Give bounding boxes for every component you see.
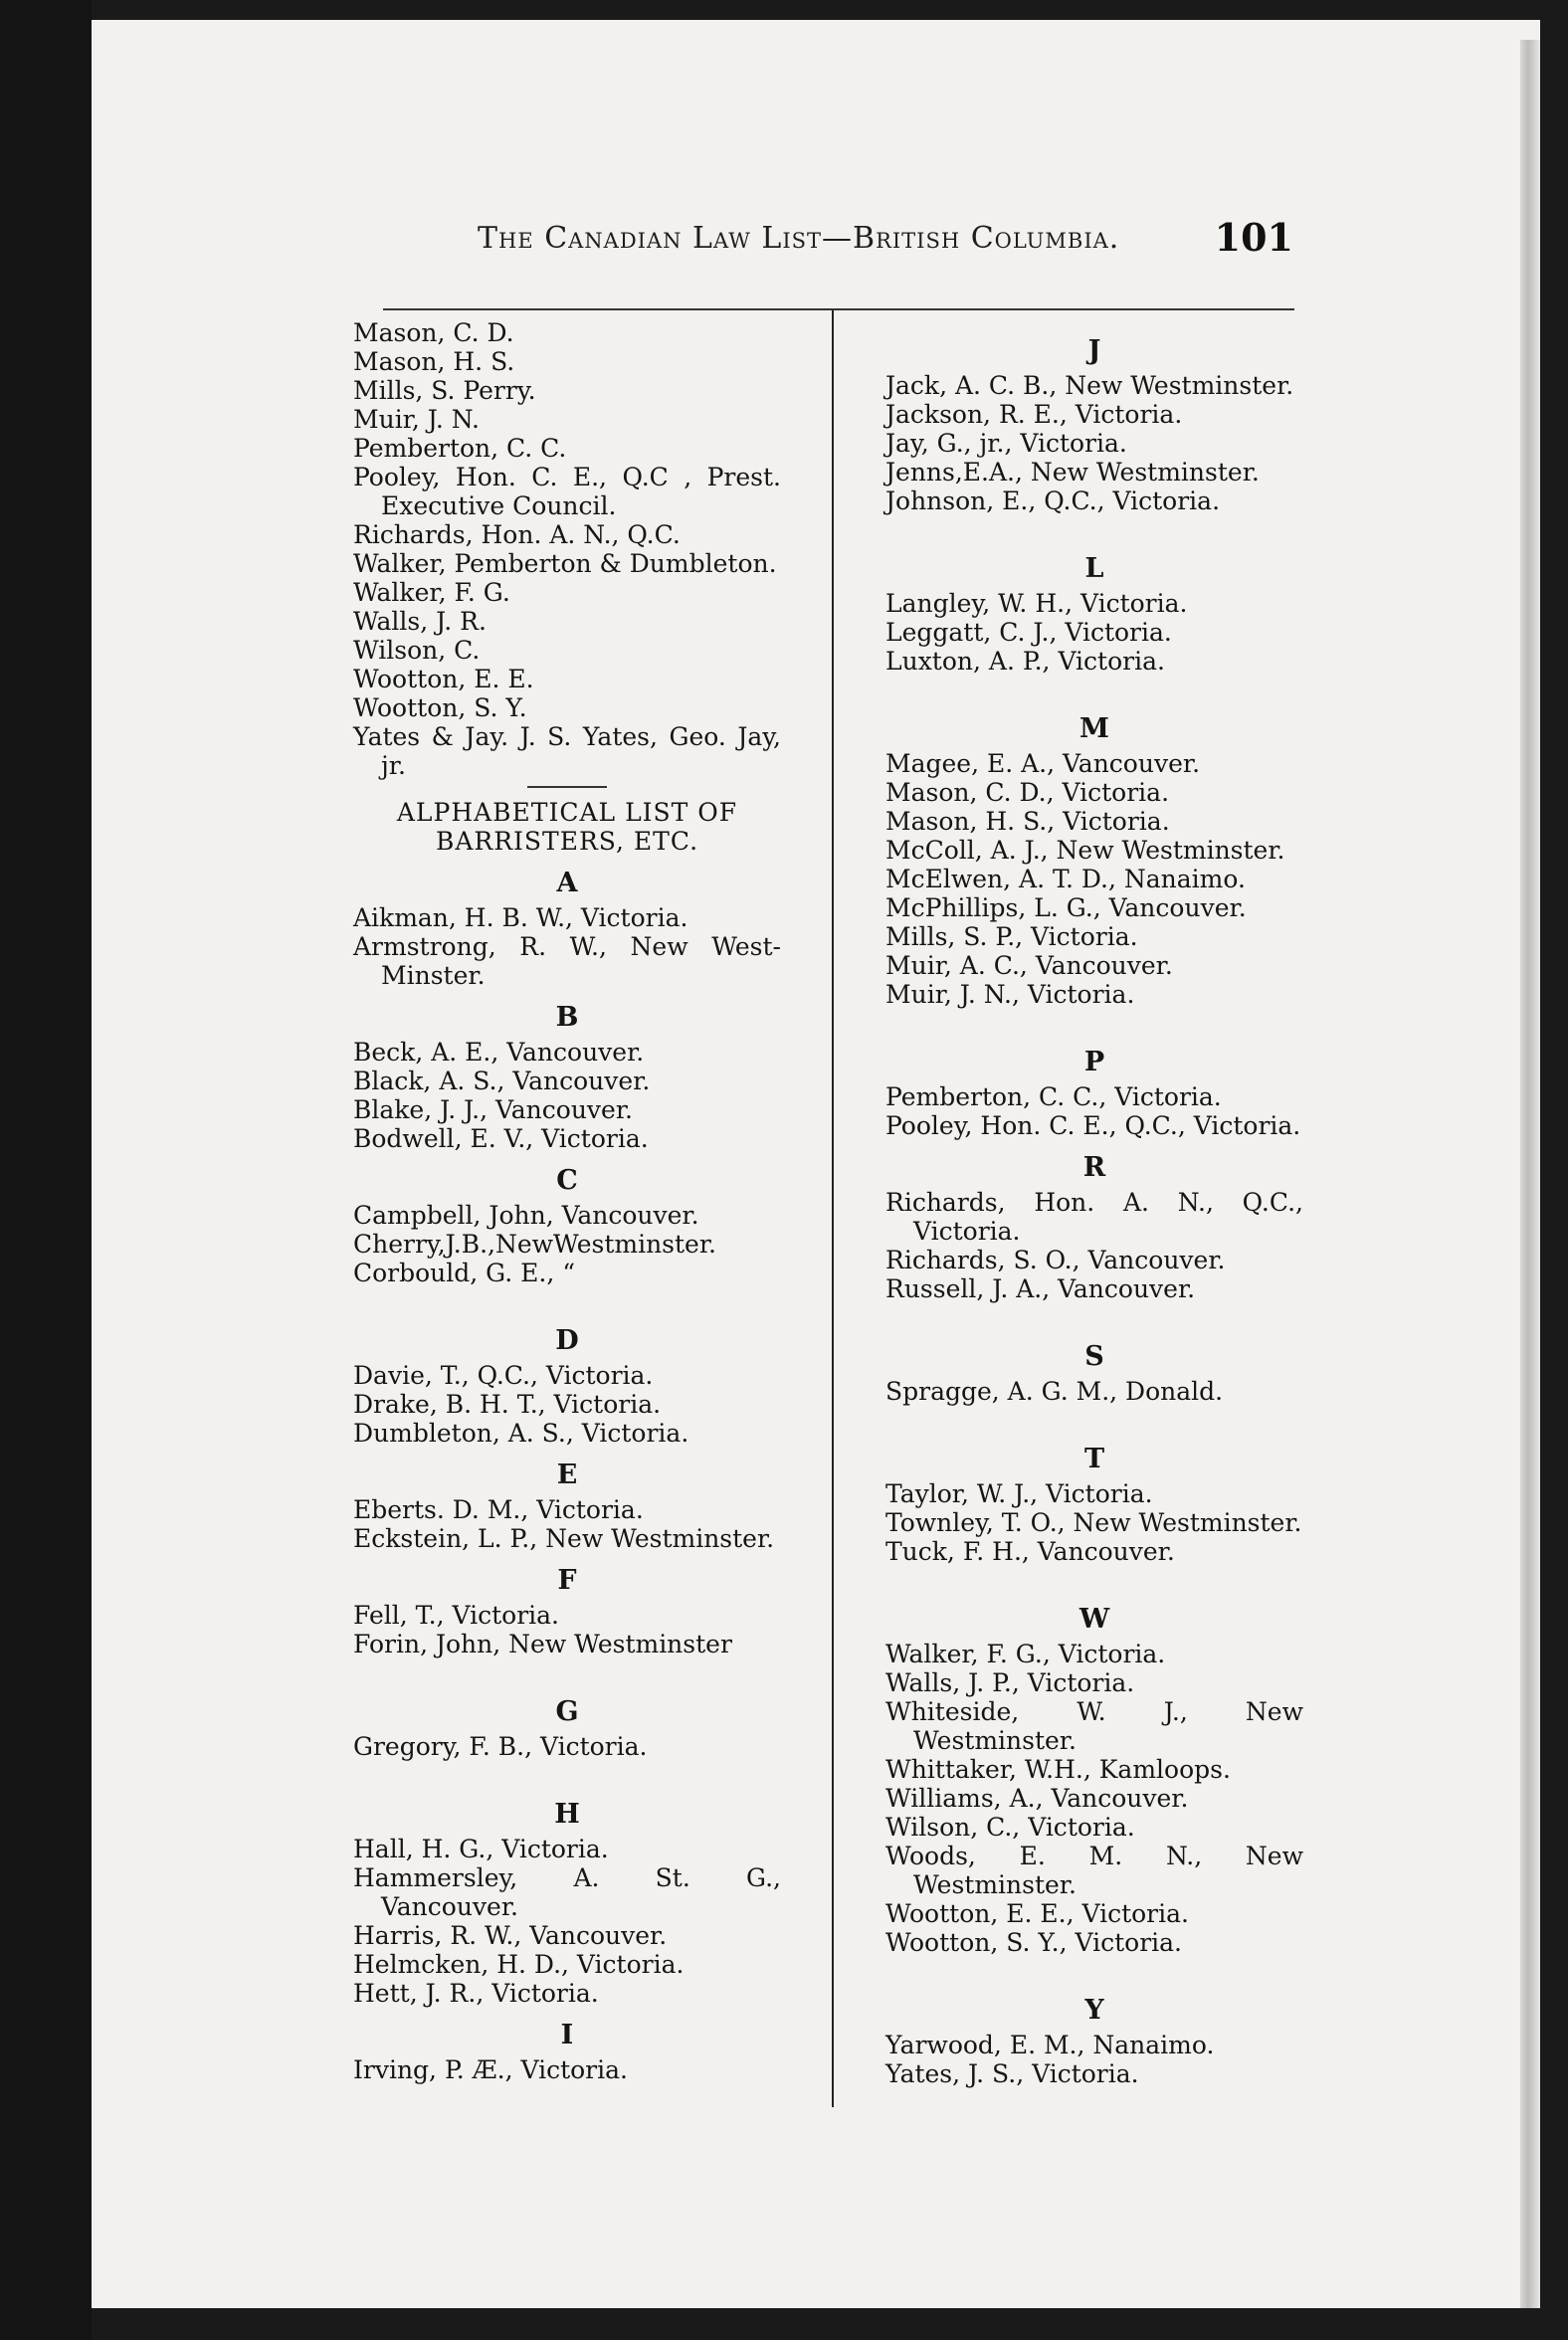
barrister-entry: Muir, A. C., Vancouver. — [885, 951, 1173, 980]
barrister-entry: Jack, A. C. B., New Westminster. — [885, 371, 1294, 400]
barrister-entry: Aikman, H. B. W., Victoria. — [353, 903, 688, 932]
barrister-entry: Harris, R. W., Vancouver. — [353, 1921, 668, 1950]
firm-entry: Walker, F. G. — [353, 578, 510, 607]
list-title-line: BARRISTERS, ETC. — [435, 827, 699, 856]
section-gap — [885, 515, 1303, 541]
firm-entry: Walls, J. R. — [353, 607, 487, 636]
section-gap — [353, 1761, 781, 1787]
firm-entry: Wootton, S. Y. — [353, 693, 527, 722]
barrister-entry: Luxton, A. P., Victoria. — [885, 647, 1165, 676]
barrister-entry: Langley, W. H., Victoria. — [885, 589, 1188, 618]
running-title: The Canadian Law List—British Columbia. — [478, 221, 1120, 256]
firm-entry: Wootton, E. E. — [353, 665, 534, 693]
section-letter: T — [1083, 1444, 1105, 1474]
section-gap — [885, 676, 1303, 701]
barrister-entry: Campbell, John, Vancouver. — [353, 1201, 699, 1230]
firm-entry: Pooley, Hon. C. E., Q.C , Prest. Executive Council. — [353, 463, 781, 520]
barrister-entry: Mason, H. S., Victoria. — [885, 807, 1170, 836]
barrister-entry: Fell, T., Victoria. — [353, 1601, 560, 1630]
barrister-entry: Richards, S. O., Vancouver. — [885, 1246, 1226, 1274]
barrister-entry: Mason, C. D., Victoria. — [885, 778, 1170, 807]
section-gap — [885, 1566, 1303, 1592]
page-gutter — [1520, 40, 1540, 2308]
barrister-entry: Mills, S. P., Victoria. — [885, 922, 1138, 951]
barrister-entry: Beck, A. E., Vancouver. — [353, 1038, 645, 1067]
barrister-entry: McColl, A. J., New Westminster. — [885, 836, 1285, 865]
firm-entry: Richards, Hon. A. N., Q.C. — [353, 520, 681, 549]
barrister-entry: Wootton, S. Y., Victoria. — [885, 1928, 1182, 1957]
barrister-entry: Walls, J. P., Victoria. — [885, 1668, 1135, 1697]
barrister-entry: Gregory, F. B., Victoria. — [353, 1732, 648, 1761]
section-gap — [885, 1957, 1303, 1983]
firm-entry: Yates & Jay. J. S. Yates, Geo. Jay, jr. — [353, 722, 781, 780]
barrister-entry: Magee, E. A., Vancouver. — [885, 749, 1201, 778]
section-letter: C — [556, 1165, 578, 1196]
barrister-entry: Bodwell, E. V., Victoria. — [353, 1124, 649, 1153]
section-letter: G — [555, 1696, 579, 1727]
barrister-entry: Pooley, Hon. C. E., Q.C., Victoria. — [885, 1111, 1301, 1140]
firm-entry: Mills, S. Perry. — [353, 376, 536, 405]
firm-list — [353, 318, 781, 780]
barrister-entry: Helmcken, H. D., Victoria. — [353, 1950, 685, 1979]
barrister-entry: Johnson, E., Q.C., Victoria. — [885, 487, 1221, 515]
section-gap — [885, 1303, 1303, 1329]
section-letter: Y — [1084, 1995, 1104, 2026]
section-gap — [885, 1009, 1303, 1035]
barrister-entry: Jay, G., jr., Victoria. — [885, 429, 1127, 458]
barrister-entry: Yates, J. S., Victoria. — [885, 2059, 1139, 2088]
section-letter: M — [1079, 713, 1109, 744]
barrister-entry: Hammersley, A. St. G., Vancouver. — [353, 1863, 781, 1921]
section-letter: I — [560, 2020, 574, 2050]
barrister-entry: Jenns,E.A., New Westminster. — [885, 458, 1260, 487]
section-gap — [353, 1658, 781, 1684]
column-divider — [832, 310, 834, 2107]
barrister-entry: Hett, J. R., Victoria. — [353, 1979, 599, 2008]
barrister-entry: Williams, A., Vancouver. — [885, 1784, 1189, 1813]
firm-entry: Mason, H. S. — [353, 347, 515, 376]
barrister-entry: Cherry,J.B.,NewWestminster. — [353, 1230, 716, 1259]
barrister-entry: Blake, J. J., Vancouver. — [353, 1095, 633, 1124]
barrister-entry: Eckstein, L. P., New Westminster. — [353, 1524, 775, 1553]
barrister-entry: McPhillips, L. G., Vancouver. — [885, 893, 1247, 922]
barrister-entry: Wilson, C., Victoria. — [885, 1813, 1135, 1842]
barrister-entry: Whiteside, W. J., New Westminster. — [885, 1697, 1303, 1755]
barrister-entry: Armstrong, R. W., New West-Minster. — [353, 932, 781, 990]
section-letter: A — [556, 868, 578, 898]
section-gap — [353, 1287, 781, 1313]
section-letter: R — [1082, 1152, 1106, 1183]
barrister-entry: Yarwood, E. M., Nanaimo. — [885, 2031, 1215, 2059]
section-letter: W — [1078, 1604, 1110, 1635]
barrister-entry: Corbould, G. E., “ — [353, 1259, 576, 1287]
section-letter: E — [556, 1460, 578, 1490]
firm-entry: Walker, Pemberton & Dumbleton. — [353, 549, 777, 578]
barrister-entry: Davie, T., Q.C., Victoria. — [353, 1361, 654, 1390]
list-title — [353, 798, 781, 856]
section-letter: F — [557, 1565, 577, 1596]
barrister-list-left — [353, 869, 781, 2084]
barrister-entry: Muir, J. N., Victoria. — [885, 980, 1135, 1009]
header-rule — [383, 308, 1294, 310]
section-letter: D — [555, 1325, 579, 1356]
barrister-entry: Woods, E. M. N., New Westminster. — [885, 1842, 1303, 1899]
barrister-entry: Taylor, W. J., Victoria. — [885, 1479, 1153, 1508]
section-gap — [885, 1406, 1303, 1432]
barrister-entry: Townley, T. O., New Westminster. — [885, 1508, 1302, 1537]
barrister-entry: Leggatt, C. J., Victoria. — [885, 618, 1172, 647]
barrister-entry: Pemberton, C. C., Victoria. — [885, 1082, 1222, 1111]
barrister-list-right — [885, 336, 1303, 2088]
barrister-entry: Jackson, R. E., Victoria. — [885, 400, 1183, 429]
page-edge — [0, 0, 92, 2340]
firm-entry: Pemberton, C. C. — [353, 434, 567, 463]
barrister-entry: McElwen, A. T. D., Nanaimo. — [885, 865, 1246, 893]
barrister-entry: Wootton, E. E., Victoria. — [885, 1899, 1189, 1928]
barrister-entry: Spragge, A. G. M., Donald. — [885, 1377, 1224, 1406]
barrister-entry: Forin, John, New Westminster — [353, 1630, 732, 1658]
barrister-entry: Black, A. S., Vancouver. — [353, 1067, 651, 1095]
section-letter: J — [1087, 335, 1101, 366]
barrister-entry: Richards, Hon. A. N., Q.C., Victoria. — [885, 1188, 1303, 1246]
barrister-entry: Drake, B. H. T., Victoria. — [353, 1390, 662, 1419]
section-letter: H — [554, 1799, 580, 1830]
barrister-entry: Irving, P. Æ., Victoria. — [353, 2055, 628, 2084]
firm-entry: Wilson, C. — [353, 636, 481, 665]
section-letter: S — [1084, 1341, 1104, 1372]
barrister-entry: Walker, F. G., Victoria. — [885, 1640, 1166, 1668]
barrister-entry: Tuck, F. H., Vancouver. — [885, 1537, 1175, 1566]
barrister-entry: Hall, H. G., Victoria. — [353, 1835, 609, 1863]
right-column — [885, 323, 1303, 2088]
left-column — [353, 318, 781, 2084]
running-header — [478, 215, 1293, 271]
list-title-line: ALPHABETICAL LIST OF — [396, 798, 738, 827]
page-number: 101 — [1214, 215, 1293, 260]
barrister-entry: Whittaker, W.H., Kamloops. — [885, 1755, 1231, 1784]
firm-entry: Muir, J. N. — [353, 405, 480, 434]
section-rule — [527, 786, 607, 788]
book-page — [92, 20, 1540, 2308]
section-letter: P — [1083, 1047, 1105, 1077]
barrister-entry: Dumbleton, A. S., Victoria. — [353, 1419, 689, 1448]
section-letter: L — [1084, 553, 1104, 584]
firm-entry: Mason, C. D. — [353, 318, 514, 347]
barrister-entry: Russell, J. A., Vancouver. — [885, 1274, 1196, 1303]
section-letter: B — [555, 1002, 579, 1033]
barrister-entry: Eberts. D. M., Victoria. — [353, 1495, 644, 1524]
